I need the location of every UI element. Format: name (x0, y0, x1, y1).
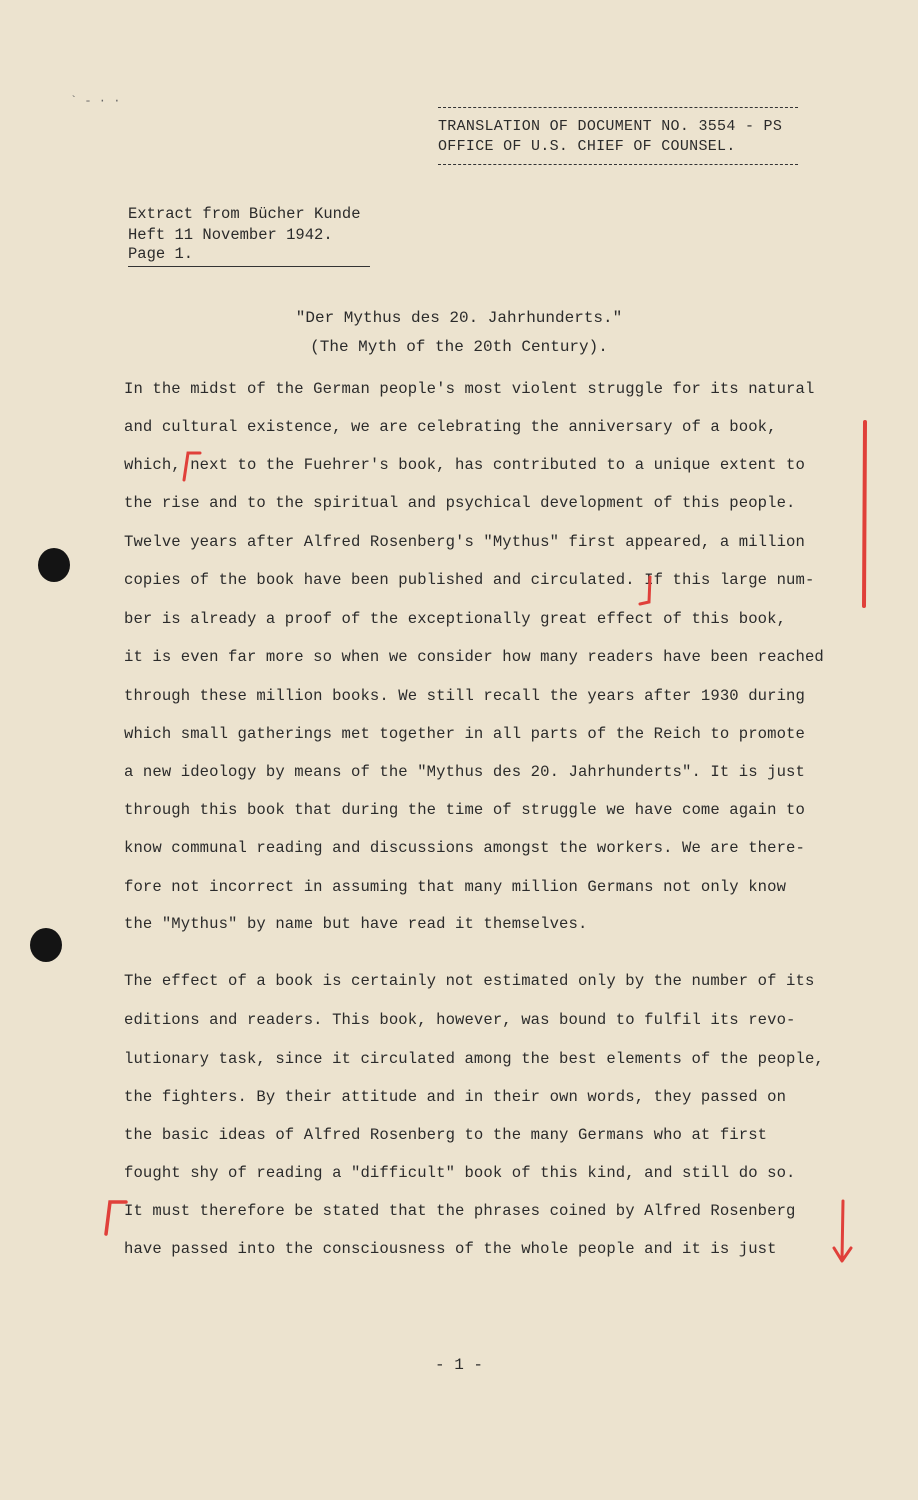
text-line: The effect of a book is certainly not estimated only by the number of its (124, 972, 815, 990)
text-line: it is even far more so when we consider how many readers have been reached (124, 648, 824, 666)
red-open-bracket-mark (176, 448, 206, 484)
text-line: a new ideology by means of the "Mythus des 20. Jahrhunderts". It is just (124, 763, 805, 781)
extract-issue: Heft 11 November 1942. (128, 226, 333, 244)
red-close-bracket-mark (636, 574, 662, 610)
header-line-1: TRANSLATION OF DOCUMENT NO. 3554 - PS (438, 118, 783, 135)
extract-source: Extract from Bücher Kunde (128, 205, 361, 223)
text-line: In the midst of the German people's most violent struggle for its natural (124, 380, 815, 398)
extract-underline (128, 266, 370, 267)
text-line: which, next to the Fuehrer's book, has contributed to a unique extent to (124, 456, 805, 474)
red-paragraph-bracket-mark (98, 1196, 132, 1240)
punch-hole-upper (38, 548, 70, 582)
header-top-rule (438, 107, 798, 108)
document-subtitle: (The Myth of the 20th Century). (310, 338, 608, 356)
text-line: through these million books. We still recall the years after 1930 during (124, 687, 805, 705)
text-line: know communal reading and discussions amongst the workers. We are there- (124, 839, 805, 857)
text-line: the rise and to the spiritual and psychical development of this people. (124, 494, 796, 512)
header-line-2: OFFICE OF U.S. CHIEF OF COUNSEL. (438, 138, 736, 155)
text-line: the fighters. By their attitude and in their own words, they passed on (124, 1088, 787, 1106)
text-line: which small gatherings met together in all parts of the Reich to promote (124, 725, 805, 743)
red-margin-line-mark (855, 418, 875, 610)
paper-speck: ` - · · (70, 94, 121, 108)
text-line: ber is already a proof of the exceptionally great effect of this book, (124, 610, 787, 628)
red-continuation-arrow-icon (830, 1198, 856, 1268)
text-line: lutionary task, since it circulated among the best elements of the people, (124, 1050, 824, 1068)
text-line: through this book that during the time of struggle we have come again to (124, 801, 805, 819)
text-line: the basic ideas of Alfred Rosenberg to the many Germans who at first (124, 1126, 768, 1144)
header-bottom-rule (438, 164, 798, 165)
text-line: editions and readers. This book, however, was bound to fulfil its revo- (124, 1011, 796, 1029)
document-title: "Der Mythus des 20. Jahrhunderts." (295, 309, 623, 327)
text-line: have passed into the consciousness of the whole people and it is just (124, 1240, 777, 1258)
extract-page: Page 1. (128, 245, 194, 263)
text-line: the "Mythus" by name but have read it themselves. (124, 915, 588, 933)
text-line: It must therefore be stated that the phrases coined by Alfred Rosenberg (124, 1202, 796, 1220)
text-line: fore not incorrect in assuming that many million Germans not only know (124, 878, 787, 896)
text-line: copies of the book have been published and circulated. If this large num- (124, 571, 815, 589)
punch-hole-lower (30, 928, 62, 962)
text-line: fought shy of reading a "difficult" book of this kind, and still do so. (124, 1164, 796, 1182)
page-number: - 1 - (434, 1356, 483, 1374)
text-line: Twelve years after Alfred Rosenberg's "Mythus" first appeared, a million (124, 533, 805, 551)
text-line: and cultural existence, we are celebrating the anniversary of a book, (124, 418, 777, 436)
